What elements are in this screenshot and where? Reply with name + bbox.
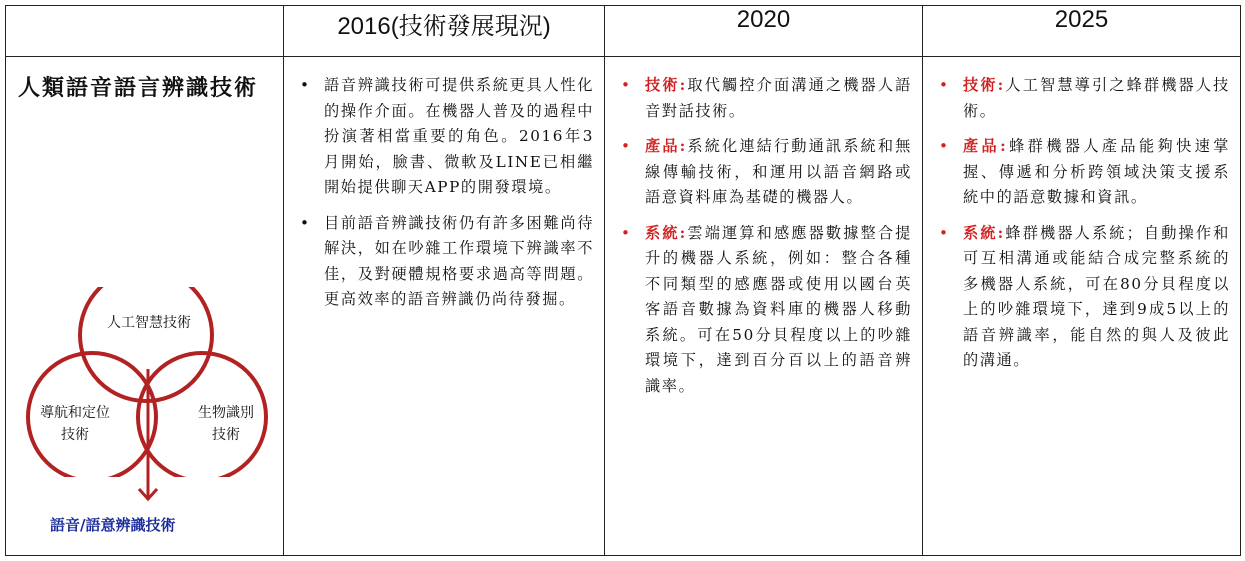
list-item [619, 134, 912, 211]
venn-label-top: 人工智慧技術 [107, 315, 191, 331]
list-2025 [923, 57, 1240, 374]
header-2025: 2025 [923, 6, 1241, 57]
list-item-text: 系統化連結行動通訊系統和無線傳輸技術，和運用以語音網路或語意資料庫為基礎的機器人。 [645, 137, 912, 206]
cell-2020 [605, 57, 923, 556]
venn-label-right [176, 402, 276, 446]
arrow-down-icon [133, 469, 163, 509]
venn-label-left [20, 402, 130, 446]
list-2020 [605, 57, 922, 399]
bullet-icon: • [939, 76, 950, 94]
venn-label-left-line1: 導航和定位 [40, 405, 110, 421]
roadmap-table [5, 5, 1241, 556]
list-item-text: 蜂群機器人產品能夠快速掌握、傳遞和分析跨領域決策支援系統中的語意數據和資訊。 [963, 137, 1230, 206]
bullet-icon: • [621, 223, 632, 242]
topic-cell [6, 57, 284, 556]
cell-2016 [284, 57, 605, 556]
list-2016 [284, 57, 604, 313]
header-2016: 2016(技術發展現況) [284, 6, 605, 57]
list-item [937, 73, 1230, 124]
list-item [619, 73, 912, 124]
result-label: 語音/語意辨識技術 [50, 516, 176, 534]
list-item-label: 產品: [645, 137, 687, 155]
list-item-label: 系統: [963, 223, 1005, 242]
list-item [937, 221, 1230, 374]
bullet-icon: • [621, 76, 632, 94]
list-item-text: 蜂群機器人系統；自動操作和可互相溝通或能結合成完整系統的多機器人系統，可在80分貝程度以上的吵雜環境下，達到9成5以上的語音辨識率，能自然的與人及彼此的溝通。 [963, 223, 1230, 369]
header-row [6, 6, 1241, 57]
cell-2025 [923, 57, 1241, 556]
list-item-label: 產品: [963, 137, 1008, 155]
bullet-icon: • [939, 137, 950, 155]
list-item [937, 134, 1230, 211]
topic-title: 人類語音語言辨識技術 [18, 76, 259, 101]
content-row [6, 57, 1241, 556]
list-item-label: 技術: [645, 76, 687, 94]
venn-label-right-line2: 技術 [212, 427, 240, 443]
header-blank-cell [6, 6, 284, 57]
list-item-text: 目前語音辨識技術仍有許多困難尚待解決，如在吵雜工作環境下辨識率不佳，及對硬體規格要求過高等問題。更高效率的語音辨識仍尚待發掘。 [324, 213, 594, 308]
list-item [298, 73, 594, 201]
bullet-icon: • [939, 223, 950, 242]
list-item-label: 系統: [645, 223, 687, 242]
bullet-icon: • [300, 76, 311, 94]
list-item-text: 取代觸控介面溝通之機器人語音對話技術。 [645, 76, 912, 120]
list-item-label: 技術: [963, 76, 1005, 94]
list-item [619, 221, 912, 400]
bullet-icon: • [300, 213, 311, 232]
list-item-text: 雲端運算和感應器數據整合提升的機器人系統，例如：整合各種不同類型的感應器或使用以國台英客語音數據為資料庫的機器人移動系統。可在50分貝程度以上的吵雜環境下，達到百分百以上的語音辨識率。 [645, 223, 912, 395]
bullet-icon: • [621, 137, 632, 155]
list-item-text: 人工智慧導引之蜂群機器人技術。 [963, 76, 1230, 120]
header-2020: 2020 [605, 6, 923, 57]
list-item [298, 211, 594, 313]
list-item-text: 語音辨識技術可提供系統更具人性化的操作介面。在機器人普及的過程中扮演著相當重要的角色。2016年3月開始，臉書、微軟及LINE已相繼開始提供聊天APP的開發環境。 [324, 76, 594, 196]
venn-label-left-line2: 技術 [61, 427, 89, 443]
venn-label-right-line1: 生物識別 [198, 405, 254, 421]
